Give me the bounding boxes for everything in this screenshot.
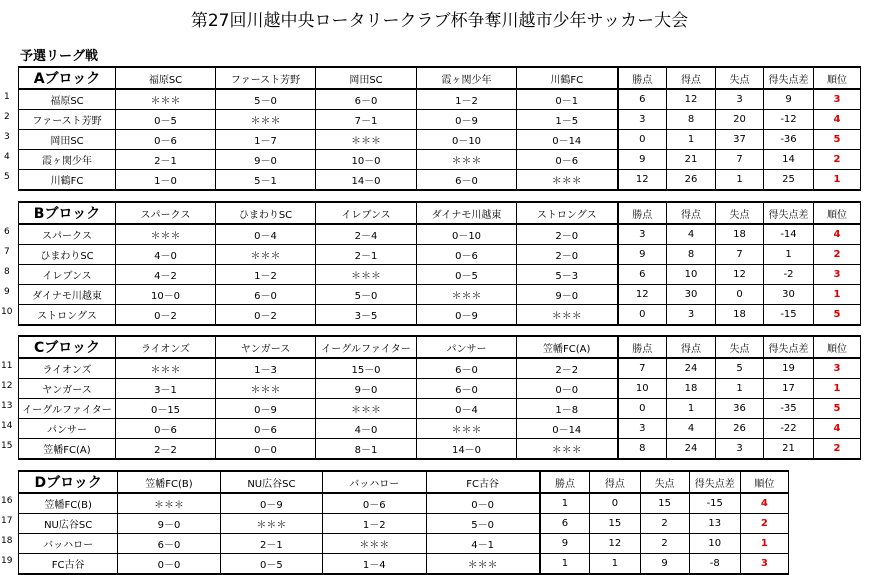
team-name-cell: ひまわりSC: [19, 245, 116, 265]
column-header-team: ダイナモ川越東: [417, 202, 517, 224]
team-name-cell: ストロングス: [19, 305, 116, 326]
points-cell: 12: [618, 285, 667, 305]
column-header-goal-difference: 得失点差: [689, 471, 740, 493]
goals-for-cell: 3: [667, 305, 716, 326]
column-header-goal-difference: 得失点差: [764, 336, 814, 358]
rank-cell: 4: [814, 224, 861, 245]
page-title: 第27回川越中央ロータリークラブ杯争奪川越市少年サッカー大会: [190, 11, 689, 31]
goal-difference-cell: -36: [764, 130, 814, 150]
match-result-cell: ＊＊＊: [417, 150, 517, 170]
row-number: 8: [4, 267, 10, 277]
column-header-team: ライオンズ: [116, 336, 216, 358]
match-result-cell: 6－0: [417, 379, 517, 399]
goals-for-cell: 26: [667, 170, 716, 191]
goals-against-cell: 2: [640, 514, 689, 534]
match-result-cell: 4－2: [116, 265, 216, 285]
column-header-goals-for: 得点: [667, 202, 716, 224]
goals-for-cell: 1: [667, 130, 716, 150]
rank-cell: 5: [814, 130, 861, 150]
goals-against-cell: 3: [716, 439, 764, 460]
match-result-cell: 0－5: [220, 554, 322, 575]
goals-for-cell: 1: [590, 554, 640, 575]
match-result-cell: 6－0: [417, 170, 517, 191]
column-header-goal-difference: 得失点差: [764, 202, 814, 224]
table-row: [19, 110, 861, 130]
column-header-goal-difference: 得失点差: [764, 67, 814, 89]
match-result-cell: 5－0: [216, 89, 316, 110]
row-number: 17: [1, 516, 13, 526]
match-result-cell: 0－0: [216, 439, 316, 460]
goals-for-cell: 10: [667, 265, 716, 285]
match-result-cell: ＊＊＊: [116, 224, 216, 245]
match-result-cell: 1－0: [116, 170, 216, 191]
rank-cell: 3: [814, 89, 861, 110]
points-cell: 7: [618, 358, 667, 379]
match-result-cell: 0－6: [116, 130, 216, 150]
goal-difference-cell: 19: [764, 358, 814, 379]
team-name-cell: イレブンス: [19, 265, 116, 285]
match-result-cell: 0－9: [417, 110, 517, 130]
table-row: [19, 554, 789, 575]
match-result-cell: ＊＊＊: [517, 305, 618, 326]
goal-difference-cell: 1: [764, 245, 814, 265]
row-number: 18: [1, 536, 13, 546]
table-row: [19, 358, 861, 379]
match-result-cell: 2－2: [116, 439, 216, 460]
team-name-cell: 川鶴FC: [19, 170, 116, 191]
match-result-cell: 0－14: [517, 130, 618, 150]
match-result-cell: 0－9: [216, 399, 316, 419]
points-cell: 3: [618, 224, 667, 245]
goals-against-cell: 15: [640, 493, 689, 514]
block-name: Dブロック: [19, 471, 118, 493]
rank-cell: 2: [814, 245, 861, 265]
goals-against-cell: 37: [716, 130, 764, 150]
table-row: [19, 150, 861, 170]
match-result-cell: 7－1: [316, 110, 417, 130]
match-result-cell: ＊＊＊: [517, 170, 618, 191]
row-number: 3: [4, 132, 10, 142]
match-result-cell: ＊＊＊: [216, 245, 316, 265]
table-row: [19, 493, 789, 514]
table-row: [19, 439, 861, 460]
table-row: [19, 379, 861, 399]
row-number: 4: [4, 152, 10, 162]
points-cell: 0: [618, 305, 667, 326]
goals-for-cell: 4: [667, 224, 716, 245]
match-result-cell: 1－8: [517, 399, 618, 419]
match-result-cell: ＊＊＊: [323, 534, 426, 554]
block-name: Cブロック: [19, 336, 116, 358]
column-header-goals-against: 失点: [716, 336, 764, 358]
match-result-cell: ＊＊＊: [316, 399, 417, 419]
goals-against-cell: 7: [716, 150, 764, 170]
team-name-cell: 福原SC: [19, 89, 116, 110]
match-result-cell: 0－0: [426, 493, 540, 514]
match-result-cell: 9－0: [517, 285, 618, 305]
column-header-team: 霞ヶ関少年: [417, 67, 517, 89]
goals-against-cell: 9: [640, 554, 689, 575]
rank-cell: 3: [814, 265, 861, 285]
table-row: [19, 399, 861, 419]
column-header-team: 笠幡FC(A): [517, 336, 618, 358]
points-cell: 9: [540, 534, 590, 554]
points-cell: 9: [618, 245, 667, 265]
points-cell: 3: [618, 110, 667, 130]
column-header-points: 勝点: [618, 202, 667, 224]
row-number: 14: [1, 421, 13, 431]
goal-difference-cell: -35: [764, 399, 814, 419]
row-number: 5: [4, 172, 10, 182]
column-header-team: パンサー: [417, 336, 517, 358]
goal-difference-cell: 9: [764, 89, 814, 110]
match-result-cell: 0－6: [116, 419, 216, 439]
column-header-goals-for: 得点: [590, 471, 640, 493]
team-name-cell: ダイナモ川越東: [19, 285, 116, 305]
rank-cell: 2: [740, 514, 788, 534]
match-result-cell: 0－2: [116, 305, 216, 326]
goal-difference-cell: 13: [689, 514, 740, 534]
column-header-team: ストロングス: [517, 202, 618, 224]
goals-against-cell: 0: [716, 285, 764, 305]
match-result-cell: 1－4: [323, 554, 426, 575]
column-header-team: 福原SC: [116, 67, 216, 89]
goals-for-cell: 12: [590, 534, 640, 554]
goal-difference-cell: 30: [764, 285, 814, 305]
goals-for-cell: 15: [590, 514, 640, 534]
match-result-cell: ＊＊＊: [417, 419, 517, 439]
goals-against-cell: 1: [716, 170, 764, 191]
match-result-cell: 15－0: [316, 358, 417, 379]
column-header-goals-against: 失点: [716, 67, 764, 89]
points-cell: 6: [540, 514, 590, 534]
match-result-cell: 0－5: [417, 265, 517, 285]
match-result-cell: 9－0: [118, 514, 220, 534]
match-result-cell: 4－0: [116, 245, 216, 265]
match-result-cell: 1－3: [216, 358, 316, 379]
match-result-cell: 5－3: [517, 265, 618, 285]
row-number: 2: [4, 112, 10, 122]
match-result-cell: 0－1: [517, 89, 618, 110]
match-result-cell: 1－2: [216, 265, 316, 285]
goals-against-cell: 1: [716, 379, 764, 399]
rank-cell: 5: [814, 305, 861, 326]
row-number: 19: [1, 556, 13, 566]
match-result-cell: 5－1: [216, 170, 316, 191]
column-header-goals-for: 得点: [667, 336, 716, 358]
rank-cell: 2: [814, 150, 861, 170]
table-row: [19, 170, 861, 191]
goals-against-cell: 18: [716, 305, 764, 326]
team-name-cell: イーグルファイター: [19, 399, 116, 419]
points-cell: 0: [618, 130, 667, 150]
table-row: [19, 89, 861, 110]
match-result-cell: 5－0: [316, 285, 417, 305]
goal-difference-cell: 14: [764, 150, 814, 170]
match-result-cell: 9－0: [216, 150, 316, 170]
team-name-cell: 岡田SC: [19, 130, 116, 150]
row-number: 13: [1, 401, 13, 411]
column-header-goals-against: 失点: [640, 471, 689, 493]
match-result-cell: 4－1: [426, 534, 540, 554]
match-result-cell: ＊＊＊: [118, 493, 220, 514]
column-header-team: 川鶴FC: [517, 67, 618, 89]
column-header-rank: 順位: [814, 202, 861, 224]
rank-cell: 2: [814, 439, 861, 460]
team-name-cell: パンサー: [19, 419, 116, 439]
match-result-cell: 0－15: [116, 399, 216, 419]
goals-for-cell: 1: [667, 399, 716, 419]
column-header-team: イレブンス: [316, 202, 417, 224]
table-row: [19, 245, 861, 265]
match-result-cell: 2－0: [517, 224, 618, 245]
rank-cell: 3: [814, 358, 861, 379]
match-result-cell: 0－10: [417, 130, 517, 150]
column-header-goals-for: 得点: [667, 67, 716, 89]
match-result-cell: ＊＊＊: [426, 554, 540, 575]
row-number: 16: [1, 496, 13, 506]
row-number: 12: [1, 381, 13, 391]
goal-difference-cell: 25: [764, 170, 814, 191]
team-name-cell: 霞ヶ関少年: [19, 150, 116, 170]
block-d-table: [18, 470, 789, 575]
match-result-cell: 0－6: [216, 419, 316, 439]
goals-for-cell: 24: [667, 358, 716, 379]
row-number: 1: [4, 92, 10, 102]
match-result-cell: 8－1: [316, 439, 417, 460]
column-header-team: バッハロー: [323, 471, 426, 493]
team-name-cell: スパークス: [19, 224, 116, 245]
match-result-cell: 10－0: [316, 150, 417, 170]
goals-for-cell: 4: [667, 419, 716, 439]
match-result-cell: 6－0: [118, 534, 220, 554]
match-result-cell: 6－0: [417, 358, 517, 379]
goals-for-cell: 0: [590, 493, 640, 514]
column-header-team: 岡田SC: [316, 67, 417, 89]
goal-difference-cell: -14: [764, 224, 814, 245]
team-name-cell: NU広谷SC: [19, 514, 118, 534]
column-header-team: 笠幡FC(B): [118, 471, 220, 493]
points-cell: 0: [618, 399, 667, 419]
rank-cell: 4: [814, 110, 861, 130]
match-result-cell: ＊＊＊: [316, 130, 417, 150]
goal-difference-cell: -2: [764, 265, 814, 285]
goals-for-cell: 21: [667, 150, 716, 170]
match-result-cell: 10－0: [116, 285, 216, 305]
row-number: 7: [4, 247, 10, 257]
block-name: Bブロック: [19, 202, 116, 224]
table-row: [19, 305, 861, 326]
match-result-cell: 2－1: [316, 245, 417, 265]
match-result-cell: 0－14: [517, 419, 618, 439]
team-name-cell: ヤンガース: [19, 379, 116, 399]
match-result-cell: 2－0: [517, 245, 618, 265]
goal-difference-cell: 21: [764, 439, 814, 460]
column-header-team: スパークス: [116, 202, 216, 224]
match-result-cell: 5－0: [426, 514, 540, 534]
match-result-cell: ＊＊＊: [216, 110, 316, 130]
goals-against-cell: 5: [716, 358, 764, 379]
match-result-cell: 14－0: [417, 439, 517, 460]
column-header-team: FC古谷: [426, 471, 540, 493]
goals-against-cell: 12: [716, 265, 764, 285]
goals-against-cell: 18: [716, 224, 764, 245]
match-result-cell: 14－0: [316, 170, 417, 191]
match-result-cell: 3－1: [116, 379, 216, 399]
points-cell: 9: [618, 150, 667, 170]
column-header-rank: 順位: [814, 67, 861, 89]
table-row: [19, 224, 861, 245]
block-b-table: [18, 201, 861, 326]
rank-cell: 4: [740, 493, 788, 514]
rank-cell: 1: [814, 285, 861, 305]
goals-against-cell: 3: [716, 89, 764, 110]
block-a-table: [18, 66, 861, 191]
match-result-cell: 1－2: [417, 89, 517, 110]
rank-cell: 1: [740, 534, 788, 554]
column-header-team: ひまわりSC: [216, 202, 316, 224]
table-row: [19, 534, 789, 554]
team-name-cell: 笠幡FC(B): [19, 493, 118, 514]
section-subtitle: 予選リーグ戦: [20, 49, 99, 64]
column-header-team: ヤンガース: [216, 336, 316, 358]
match-result-cell: ＊＊＊: [216, 379, 316, 399]
goals-against-cell: 20: [716, 110, 764, 130]
match-result-cell: 4－0: [316, 419, 417, 439]
match-result-cell: 0－6: [417, 245, 517, 265]
goal-difference-cell: -8: [689, 554, 740, 575]
goal-difference-cell: -15: [689, 493, 740, 514]
column-header-team: NU広谷SC: [220, 471, 322, 493]
match-result-cell: 1－5: [517, 110, 618, 130]
match-result-cell: 0－2: [216, 305, 316, 326]
rank-cell: 4: [814, 419, 861, 439]
match-result-cell: 0－6: [517, 150, 618, 170]
row-number: 9: [4, 287, 10, 297]
column-header-points: 勝点: [618, 67, 667, 89]
match-result-cell: ＊＊＊: [517, 439, 618, 460]
match-result-cell: 0－5: [116, 110, 216, 130]
row-number: 6: [4, 227, 10, 237]
match-result-cell: 0－6: [323, 493, 426, 514]
match-result-cell: 6－0: [216, 285, 316, 305]
block-c-table: [18, 335, 861, 460]
row-number: 15: [1, 441, 13, 451]
row-number: 10: [1, 307, 13, 317]
match-result-cell: 0－9: [220, 493, 322, 514]
table-row: [19, 514, 789, 534]
goals-for-cell: 8: [667, 110, 716, 130]
rank-cell: 1: [814, 170, 861, 191]
column-header-team: イーグルファイター: [316, 336, 417, 358]
match-result-cell: ＊＊＊: [316, 265, 417, 285]
column-header-rank: 順位: [814, 336, 861, 358]
goals-against-cell: 26: [716, 419, 764, 439]
match-result-cell: 0－4: [216, 224, 316, 245]
match-result-cell: 3－5: [316, 305, 417, 326]
match-result-cell: ＊＊＊: [220, 514, 322, 534]
column-header-rank: 順位: [740, 471, 788, 493]
table-row: [19, 419, 861, 439]
match-result-cell: 2－4: [316, 224, 417, 245]
goal-difference-cell: -22: [764, 419, 814, 439]
goals-for-cell: 18: [667, 379, 716, 399]
team-name-cell: 笠幡FC(A): [19, 439, 116, 460]
goals-for-cell: 30: [667, 285, 716, 305]
match-result-cell: 6－0: [316, 89, 417, 110]
team-name-cell: ライオンズ: [19, 358, 116, 379]
match-result-cell: 0－10: [417, 224, 517, 245]
match-result-cell: 2－1: [220, 534, 322, 554]
goals-against-cell: 2: [640, 534, 689, 554]
block-name: Aブロック: [19, 67, 116, 89]
goal-difference-cell: 10: [689, 534, 740, 554]
team-name-cell: ファースト芳野: [19, 110, 116, 130]
row-number: 11: [1, 361, 13, 371]
match-result-cell: 2－1: [116, 150, 216, 170]
match-result-cell: ＊＊＊: [116, 358, 216, 379]
column-header-points: 勝点: [618, 336, 667, 358]
points-cell: 10: [618, 379, 667, 399]
points-cell: 1: [540, 493, 590, 514]
points-cell: 1: [540, 554, 590, 575]
match-result-cell: 2－2: [517, 358, 618, 379]
column-header-team: ファースト芳野: [216, 67, 316, 89]
match-result-cell: 0－0: [517, 379, 618, 399]
goals-against-cell: 36: [716, 399, 764, 419]
match-result-cell: 0－4: [417, 399, 517, 419]
table-row: [19, 130, 861, 150]
rank-cell: 1: [814, 379, 861, 399]
points-cell: 6: [618, 89, 667, 110]
goal-difference-cell: -12: [764, 110, 814, 130]
table-row: [19, 285, 861, 305]
column-header-points: 勝点: [540, 471, 590, 493]
match-result-cell: 1－7: [216, 130, 316, 150]
goal-difference-cell: 17: [764, 379, 814, 399]
goal-difference-cell: -15: [764, 305, 814, 326]
goals-for-cell: 24: [667, 439, 716, 460]
team-name-cell: FC古谷: [19, 554, 118, 575]
goals-for-cell: 8: [667, 245, 716, 265]
table-row: [19, 265, 861, 285]
goals-for-cell: 12: [667, 89, 716, 110]
points-cell: 8: [618, 439, 667, 460]
points-cell: 12: [618, 170, 667, 191]
points-cell: 3: [618, 419, 667, 439]
column-header-goals-against: 失点: [716, 202, 764, 224]
match-result-cell: 0－9: [417, 305, 517, 326]
match-result-cell: ＊＊＊: [116, 89, 216, 110]
match-result-cell: 0－0: [118, 554, 220, 575]
team-name-cell: バッハロー: [19, 534, 118, 554]
rank-cell: 3: [740, 554, 788, 575]
match-result-cell: ＊＊＊: [417, 285, 517, 305]
match-result-cell: 9－0: [316, 379, 417, 399]
match-result-cell: 1－2: [323, 514, 426, 534]
points-cell: 6: [618, 265, 667, 285]
rank-cell: 5: [814, 399, 861, 419]
goals-against-cell: 7: [716, 245, 764, 265]
